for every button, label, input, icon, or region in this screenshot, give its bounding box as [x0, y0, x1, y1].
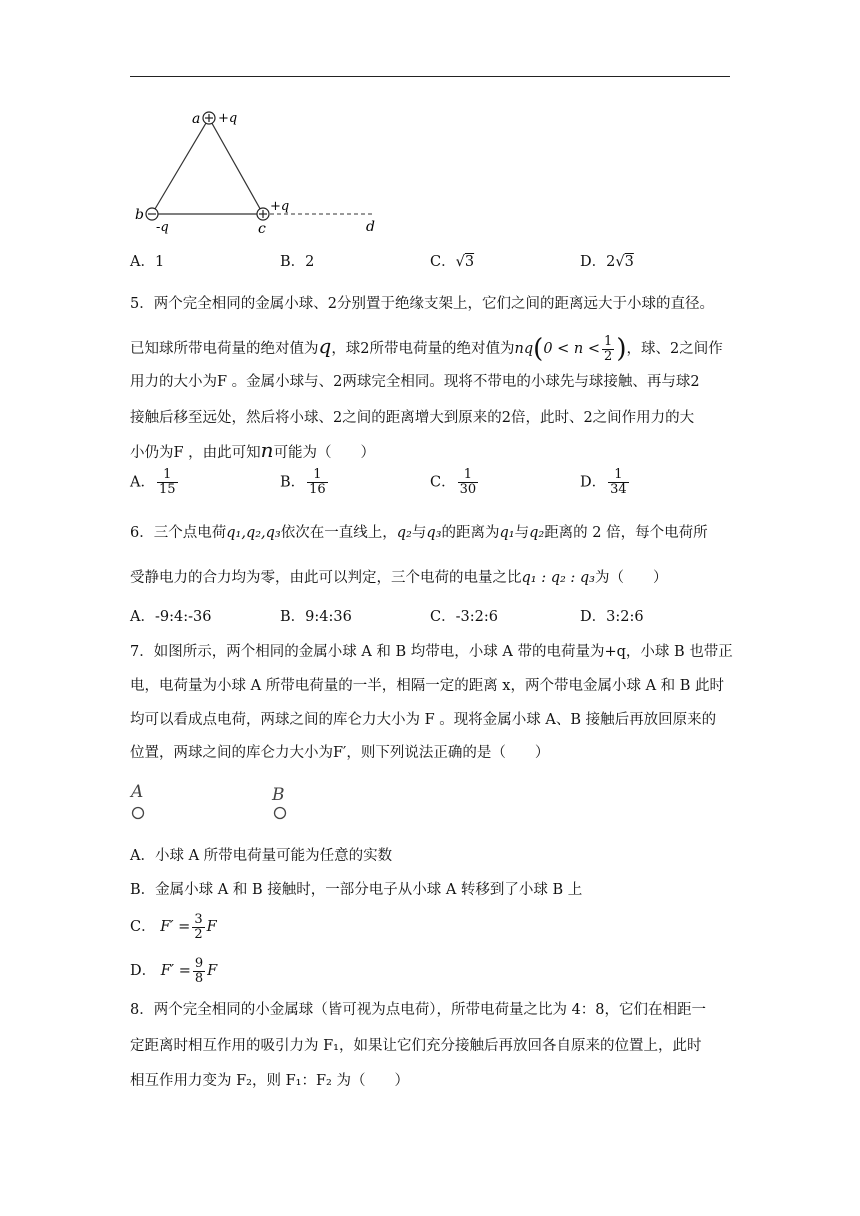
q7-option-b: B．金属小球 A 和 B 接触时，一部分电子从小球 A 转移到了小球 B 上 [130, 882, 583, 898]
q4-option-d: D．2√3 [580, 254, 634, 270]
q5-option-c [430, 468, 480, 497]
q6-q1: q₁ [499, 525, 515, 541]
q7-line-4: 位置，两球之间的库仑力大小为F′，则下列说法正确的是（ ） [130, 745, 550, 761]
q7-line-3: 均可以看成点电荷，两球之间的库仑力大小为 F 。现将金属小球 A、B 接触后再放回原来的 [130, 712, 717, 728]
label-d: d [366, 219, 375, 235]
q7-opt-d-lhs: F′ = [160, 963, 191, 979]
q6-ratio: q₁ : q₂ : q₃ [521, 570, 595, 586]
q5-opt-a-num: 1 [157, 468, 178, 483]
q6-line-1e: 与 [514, 525, 530, 541]
q6-option-a: A．-9:4:-36 [130, 609, 212, 625]
q7-opt-d-prefix: D． [130, 963, 157, 979]
q6-option-d: D．3:2:6 [580, 609, 644, 625]
q4-option-d-value: 3 [624, 254, 634, 270]
q5-line-5 [130, 440, 375, 463]
charge-c: +q [270, 199, 290, 214]
q6-line-1a: 6．三个点电荷 [130, 525, 227, 541]
q5-line-2: 已知球所带电荷量的绝对值为q，球2所带电荷量的绝对值为nq(0 < n < $\frac{1}{2}$ )，球、2之间作 [130, 333, 723, 364]
q7-option-d [130, 956, 217, 986]
label-b: b [135, 207, 144, 223]
q5-opt-c-num: 1 [458, 468, 479, 483]
q5-option-b [280, 468, 330, 497]
q5-opt-d-den: 34 [610, 482, 627, 497]
ball-a-label: A [131, 782, 144, 802]
q8-line-1: 8．两个完全相同的小金属球（皆可视为点电荷），所带电荷量之比为 4：8，它们在相距一 [130, 1002, 707, 1018]
ball-a [133, 808, 144, 819]
q5-symbol-q: q [318, 334, 332, 358]
q7-opt-c-prefix: C． [130, 919, 156, 935]
q5-line-1: 5．两个完全相同的金属小球、2分别置于绝缘支架上，它们之间的距离远大于小球的直径。 [130, 296, 714, 312]
q5-cond-num: 1 [604, 333, 613, 349]
q5-opt-b-label: B． [280, 474, 306, 491]
q6-line-2b: 为（ ） [595, 570, 668, 586]
q5-opt-c-label: C． [430, 474, 456, 491]
q4-option-d-prefix: D．2 [580, 254, 616, 270]
q5-line-4: 接触后移至远处，然后将小球、2之间的距离增大到原来的2倍，此时、2之间作用力的大 [130, 410, 695, 426]
q6-q3: q₃ [426, 525, 442, 541]
q7-opt-d-num: 9 [194, 955, 204, 971]
ball-b [275, 808, 286, 819]
q6-line-2 [130, 568, 668, 588]
q4-option-c: C．√3 [430, 254, 475, 270]
q6-q2: q₂ [396, 525, 412, 541]
q5-condition: 0 < n < [543, 341, 601, 357]
header-rule [130, 76, 730, 77]
q5-opt-b-num: 1 [307, 468, 328, 483]
q5-condition-fraction: $\frac{1}{2}$ [604, 333, 613, 364]
ball-b-label: B [272, 785, 285, 805]
q6-line-1b: 依次在一直线上， [280, 525, 397, 541]
q7-option-c [130, 912, 217, 942]
q5-line-2b: ，球2所带电荷量的绝对值为 [331, 341, 515, 357]
q6-q2b: q₂ [529, 525, 545, 541]
q5-opt-c-den: 30 [459, 482, 477, 497]
q8-line-3: 相互作用力变为 F₂，则 F₁：F₂ 为（ ） [130, 1073, 409, 1089]
q5-opt-a-label: A． [130, 474, 155, 491]
q7-line-1: 7．如图所示，两个相同的金属小球 A 和 B 均带电，小球 A 带的电荷量为+q，小球 B 也带正 [130, 644, 733, 660]
q6-option-c: C．-3:2:6 [430, 609, 498, 625]
q7-opt-c-num: 3 [194, 911, 203, 927]
q5-symbol-n: n [260, 438, 274, 462]
q5-opt-d-num: 1 [608, 468, 629, 483]
q4-option-c-prefix: C． [430, 254, 456, 270]
q7-opt-c-f: F [206, 919, 217, 935]
q7-opt-d-den: 8 [194, 970, 204, 986]
q7-opt-c-den: 2 [194, 926, 203, 942]
q6-charges: q₁,q₂,q₃ [226, 525, 281, 541]
q5-line-2c: ，球、2之间作 [626, 341, 723, 357]
ball-figure [125, 780, 305, 825]
q4-option-c-value: 3 [464, 254, 475, 270]
q5-line-3: 用力的大小为F 。金属小球与、2两球完全相同。现将不带电的小球先与球接触、再与球2 [130, 374, 700, 390]
q5-opt-a-den: 15 [158, 482, 176, 497]
q6-line-1f: 距离的 2 倍，每个电荷所 [544, 525, 708, 541]
q6-line-1d: 的距离为 [441, 525, 500, 541]
q5-opt-d-label: D． [580, 474, 607, 491]
q4-option-a: A．1 [130, 254, 165, 270]
q5-line-5b: 可能为（ ） [273, 445, 376, 461]
q6-option-b: B．9:4:36 [280, 609, 352, 625]
q7-option-a: A．小球 A 所带电荷量可能为任意的实数 [130, 848, 393, 864]
label-a: a [192, 111, 201, 127]
q7-opt-c-lhs: F′ = [160, 919, 191, 935]
q4-option-b: B．2 [280, 254, 315, 270]
q5-symbol-nq: nq [514, 341, 534, 357]
q5-option-a [130, 468, 180, 497]
label-c: c [258, 221, 266, 237]
q6-line-2a: 受静电力的合力均为零，由此可以判定，三个电荷的电量之比 [130, 570, 522, 586]
q5-line-2a: 已知球所带电荷量的绝对值为 [130, 341, 319, 357]
q7-line-2: 电，电荷量为小球 A 所带电荷量的一半，相隔一定的距离 x，两个带电金属小球 A 和 B 此时 [130, 678, 725, 694]
q5-line-5a: 小仍为F ，由此可知 [130, 445, 261, 461]
q8-line-2: 定距离时相互作用的吸引力为 F₁，如果让它们充分接触后再放回各自原来的位置上，此时 [130, 1038, 702, 1054]
triangle-charge-figure [130, 100, 390, 240]
q6-line-1c: 与 [411, 525, 427, 541]
charge-a: +q [218, 111, 238, 126]
q6-line-1 [130, 523, 708, 543]
q5-option-d [580, 468, 631, 497]
q7-opt-d-f: F [207, 963, 218, 979]
q5-opt-b-den: 16 [309, 482, 326, 497]
charge-b: -q [156, 220, 169, 235]
